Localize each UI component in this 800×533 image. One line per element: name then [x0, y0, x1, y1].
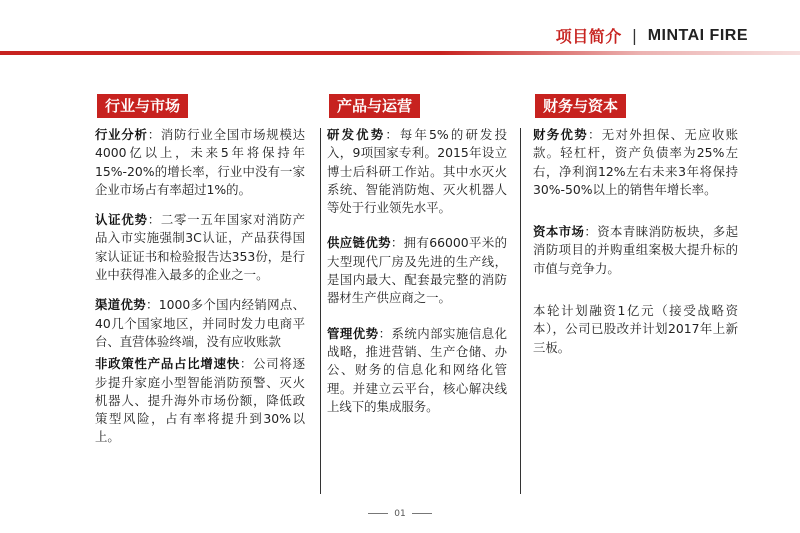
para-text: ：每年5%的研发投入，9项国家专利。2015年设立博士后科研工作站。其中水灭火系统、智能消防炮、灭火机器人等处于行业领先水平。 — [327, 127, 507, 216]
column-divider — [520, 128, 521, 494]
para-label: 研发优势 — [327, 127, 386, 142]
paragraph — [533, 302, 738, 357]
para-label: 资本市场 — [533, 224, 585, 240]
paragraph — [95, 126, 305, 199]
para-label: 渠道优势 — [95, 297, 146, 313]
page-number: 01 — [394, 509, 406, 519]
column-industry-market — [95, 94, 305, 494]
para-text: ：消防行业全国市场规模达4000亿以上，未来5年将保持年15%-20%的增长率，行业中没有一家企业市场占有率超过1%的。 — [95, 127, 306, 197]
column-product-operations — [327, 94, 507, 494]
para-label: 行业分析 — [95, 127, 148, 142]
section-tag: 行业与市场 — [97, 94, 188, 118]
footer-dash — [412, 513, 432, 514]
para-label: 供应链优势 — [327, 235, 391, 251]
paragraph — [95, 211, 305, 284]
page-title: 项目简介 — [555, 27, 622, 46]
page-footer — [0, 509, 800, 519]
para-text: ：二零一五年国家对消防产品入市实施强制3C认证，产品获得国家认证证书和检验报告达353份，是行业中获得准入最多的企业之一。 — [95, 212, 306, 283]
para-text: ：拥有66000平米的大型现代厂房及先进的生产线，是国内最大、配套最完整的消防器材生产供应商之一。 — [327, 235, 508, 306]
paragraph — [95, 355, 305, 446]
paragraph — [327, 325, 507, 416]
para-text: ：无对外担保、无应收账款。轻杠杆，资产负债率为25%左右，净利润12%左右未来3年将保持30%-50%以上的销售年增长率。 — [533, 127, 738, 197]
para-label: 财务优势 — [533, 127, 589, 142]
column-finance-capital — [533, 94, 738, 494]
paragraph — [95, 296, 305, 351]
para-text: 本轮计划融资1亿元（接受战略资本），公司已股改并计划2017年上新三板。 — [533, 303, 738, 355]
para-text: ：1000多个国内经销网点、40几个国家地区，并同时发力电商平台、直营体验终端，没有应收账款 — [95, 297, 305, 349]
footer-dash — [368, 513, 388, 514]
page-header — [556, 24, 748, 47]
paragraph — [327, 126, 507, 217]
header-separator: | — [631, 26, 638, 45]
para-label: 管理优势 — [327, 325, 379, 341]
para-text: ：资本青睐消防板块，多起消防项目的并购重组案极大提升标的市值与竞争力。 — [533, 224, 739, 276]
para-text: ：公司将逐步提升家庭小型智能消防预警、灭火机器人、提升海外市场份额，降低政策型风险，占有率将提升到30%以上。 — [95, 356, 306, 445]
paragraph — [533, 126, 738, 199]
header-rule — [0, 51, 800, 55]
para-label: 非政策性产品占比增速快 — [95, 356, 240, 372]
section-tag: 产品与运营 — [329, 94, 420, 118]
paragraph — [533, 223, 738, 278]
section-tag: 财务与资本 — [535, 94, 626, 118]
column-divider — [320, 128, 321, 494]
brand-name: MINTAI FIRE — [647, 26, 748, 44]
para-text: ：系统内部实施信息化战略，推进营销、生产仓储、办公、财务的信息化和网络化管理。并建立云平台，核心解决线上线下的集成服务。 — [327, 325, 508, 414]
paragraph — [327, 234, 507, 307]
para-label: 认证优势 — [95, 212, 148, 228]
